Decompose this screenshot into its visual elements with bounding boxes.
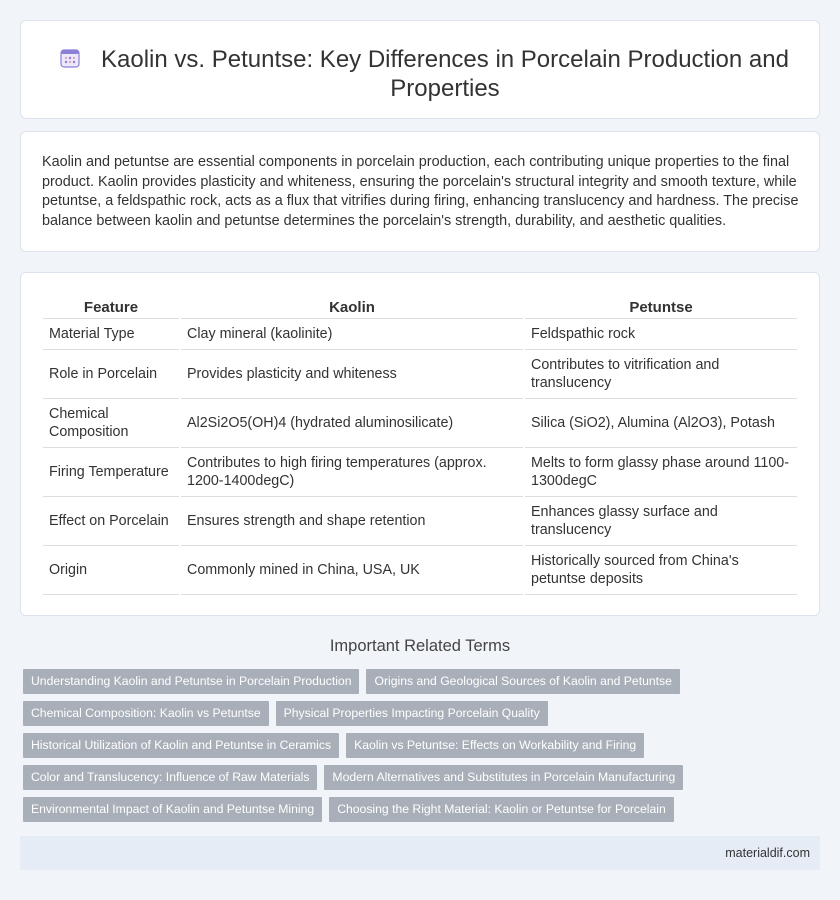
tag-row <box>23 733 703 765</box>
table-cell-kaolin: Provides plasticity and whiteness <box>181 350 523 399</box>
header-card <box>20 20 820 119</box>
tag-row <box>23 669 703 701</box>
table-cell-kaolin: Clay mineral (kaolinite) <box>181 319 523 350</box>
table-row <box>43 399 797 448</box>
table-row <box>43 350 797 399</box>
table-cell-petuntse: Silica (SiO2), Alumina (Al2O3), Potash <box>525 399 797 448</box>
footer-site-link[interactable]: materialdif.com <box>725 846 810 860</box>
table-cell-kaolin: Ensures strength and shape retention <box>181 497 523 546</box>
related-term-tag[interactable]: Environmental Impact of Kaolin and Petuntse Mining <box>23 797 322 822</box>
intro-card <box>20 131 820 252</box>
related-term-tag[interactable]: Modern Alternatives and Substitutes in Porcelain Manufacturing <box>324 765 683 790</box>
page-title: Kaolin vs. Petuntse: Key Differences in Porcelain Production and Properties <box>101 46 789 102</box>
table-cell-feature: Chemical Composition <box>43 399 179 448</box>
tag-row <box>23 765 703 797</box>
header-petuntse: Petuntse <box>525 297 797 319</box>
table-header-row <box>43 297 797 319</box>
tag-row <box>23 797 703 829</box>
table-cell-kaolin: Al2Si2O5(OH)4 (hydrated aluminosilicate) <box>181 399 523 448</box>
table-cell-kaolin: Commonly mined in China, USA, UK <box>181 546 523 595</box>
related-terms-list <box>23 669 703 829</box>
table-cell-feature: Role in Porcelain <box>43 350 179 399</box>
related-term-tag[interactable]: Kaolin vs Petuntse: Effects on Workability and Firing <box>346 733 644 758</box>
table-cell-feature: Origin <box>43 546 179 595</box>
table-row <box>43 497 797 546</box>
header-feature: Feature <box>43 297 179 319</box>
table-row <box>43 448 797 497</box>
table-cell-feature: Effect on Porcelain <box>43 497 179 546</box>
table-cell-petuntse: Contributes to vitrification and translucency <box>525 350 797 399</box>
comparison-table-card <box>20 272 820 616</box>
table-row <box>43 546 797 595</box>
table-cell-petuntse: Feldspathic rock <box>525 319 797 350</box>
table-cell-petuntse: Melts to form glassy phase around 1100-1300degC <box>525 448 797 497</box>
related-term-tag[interactable]: Historical Utilization of Kaolin and Petuntse in Ceramics <box>23 733 339 758</box>
comparison-table <box>41 297 799 595</box>
footer <box>20 836 820 870</box>
related-term-tag[interactable]: Understanding Kaolin and Petuntse in Porcelain Production <box>23 669 359 694</box>
related-term-tag[interactable]: Color and Translucency: Influence of Raw Materials <box>23 765 317 790</box>
related-term-tag[interactable]: Choosing the Right Material: Kaolin or Petuntse for Porcelain <box>329 797 674 822</box>
tag-row <box>23 701 703 733</box>
related-terms-title: Important Related Terms <box>329 637 511 655</box>
table-row <box>43 319 797 350</box>
related-term-tag[interactable]: Chemical Composition: Kaolin vs Petuntse <box>23 701 269 726</box>
intro-paragraph: Kaolin and petuntse are essential components in porcelain production, each contributing unique properties to the final product. Kaolin provides plasticity and whiteness, ensuring the porcelain's structural integrity and smooth texture, while petuntse, a feldspathic rock, acts as a flux that vitrifies during firing, enhancing translucency and hardness. The precise balance between kaolin and petuntse determines the porcelain's strength, durability, and aesthetic qualities. <box>42 154 799 230</box>
table-cell-petuntse: Historically sourced from China's petuntse deposits <box>525 546 797 595</box>
table-cell-feature: Firing Temperature <box>43 448 179 497</box>
table-cell-feature: Material Type <box>43 319 179 350</box>
related-term-tag[interactable]: Origins and Geological Sources of Kaolin and Petuntse <box>366 669 679 694</box>
related-term-tag[interactable]: Physical Properties Impacting Porcelain Quality <box>276 701 548 726</box>
table-cell-petuntse: Enhances glassy surface and translucency <box>525 497 797 546</box>
table-cell-kaolin: Contributes to high firing temperatures (approx. 1200-1400degC) <box>181 448 523 497</box>
header-kaolin: Kaolin <box>181 297 523 319</box>
